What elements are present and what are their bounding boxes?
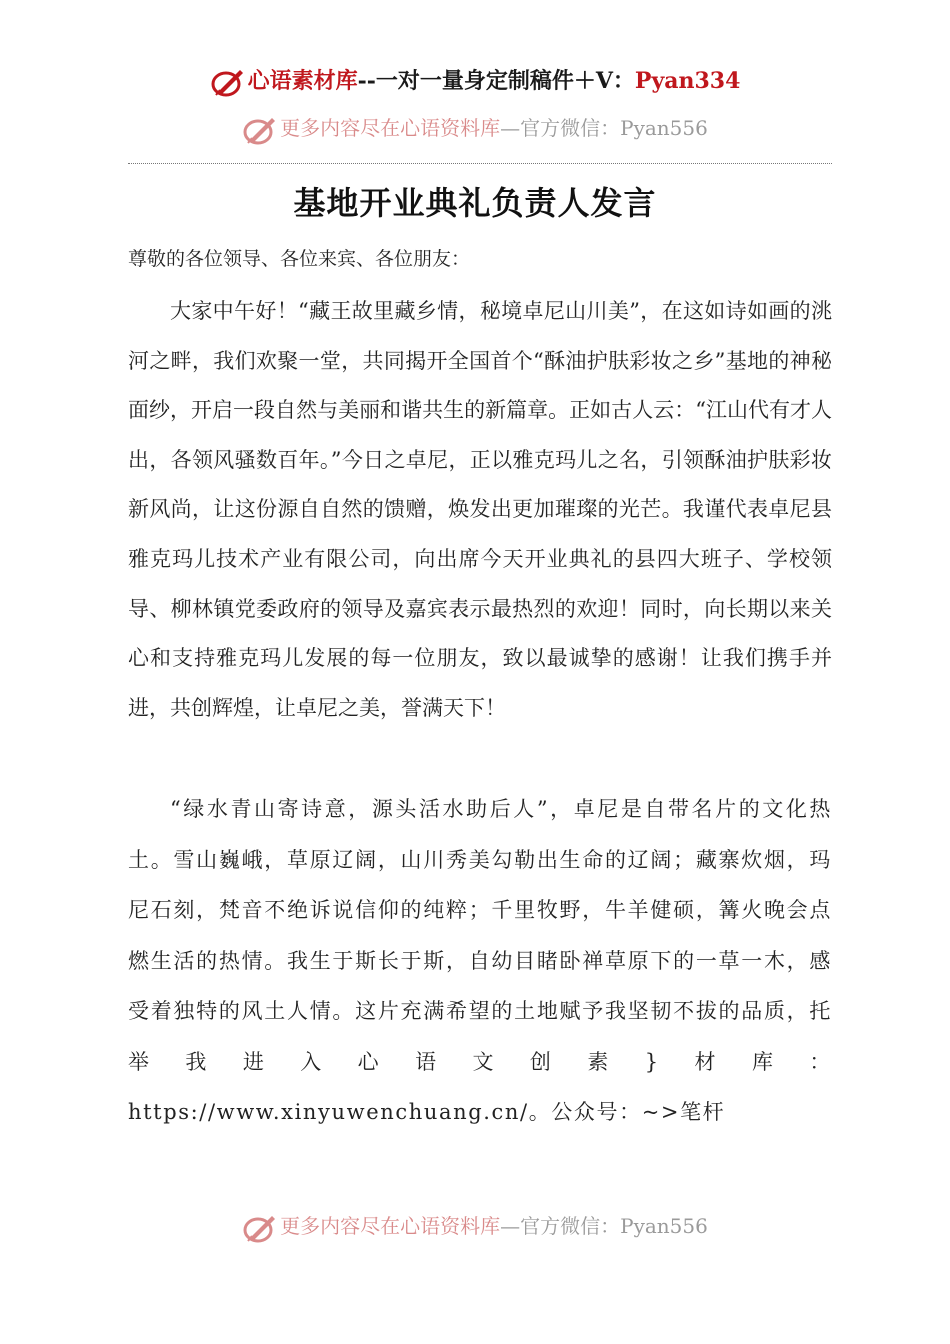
header-watermark — [0, 112, 950, 146]
header-divider — [128, 163, 832, 164]
header-banner — [0, 64, 950, 98]
document-greeting: 尊敬的各位领导、各位来宾、各位朋友： — [128, 248, 471, 270]
quill-pen-logo-icon — [210, 66, 246, 98]
watermark-text-right: —官方微信：Pyan556 — [500, 116, 708, 140]
body-paragraph-1 — [128, 287, 832, 733]
footer-watermark — [0, 1210, 950, 1244]
header-brand: 心语素材库 — [247, 68, 358, 94]
document-title: 基地开业典礼负责人发言 — [293, 184, 657, 222]
footer-text-left: 更多内容尽在心语资料库 — [280, 1214, 501, 1238]
header-tagline: 一对一量身定制稿件＋V： — [375, 68, 635, 94]
header-contact-id: Pyan334 — [634, 68, 741, 94]
watermark-text-left: 更多内容尽在心语资料库 — [280, 116, 501, 140]
paragraph-2-text: “绿水青山寄诗意，源头活水助后人”，卓尼是自带名片的文化热土。雪山巍峨，草原辽阔，山川秀美勾勒出生命的辽阔；藏寨炊烟，玛尼石刻，梵音不绝诉说信仰的纯粹；千里牧野，牛羊健硕，篝火晚会点燃生活的热情。我生于斯长于斯，自幼目睹卧禅草原下的一草一木，感受着独特的风土人情。这片充满希望的土地赋予我坚韧不拔的品质，托举我进入心语文创素}材库：https://www.xinyuwenchuang.cn/。公众号：~>笔杆 — [128, 797, 832, 1124]
footer-text-right: —官方微信：Pyan556 — [500, 1214, 708, 1238]
quill-pen-logo-icon — [242, 1212, 278, 1244]
paragraph-1-text: 大家中午好！“藏王故里藏乡情，秘境卓尼山川美”，在这如诗如画的洮河之畔，我们欢聚一堂，共同揭开全国首个“酥油护肤彩妆之乡”基地的神秘面纱，开启一段自然与美丽和谐共生的新篇章。正如古人云：“江山代有才人出，各领风骚数百年。”今日之卓尼，正以雅克玛儿之名，引领酥油护肤彩妆新风尚，让这份源自自然的馈赠，焕发出更加璀璨的光芒。我谨代表卓尼县雅克玛儿技术产业有限公司，向出席今天开业典礼的县四大班子、学校领导、柳林镇党委政府的领导及嘉宾表示最热烈的欢迎！同时，向长期以来关心和支持雅克玛儿发展的每一位朋友，致以最诚挚的感谢！让我们携手并进，共创辉煌，让卓尼之美，誉满天下！ — [128, 299, 832, 720]
quill-pen-logo-icon — [242, 114, 278, 146]
body-paragraph-2 — [128, 784, 832, 1138]
header-separator: -- — [357, 68, 376, 94]
